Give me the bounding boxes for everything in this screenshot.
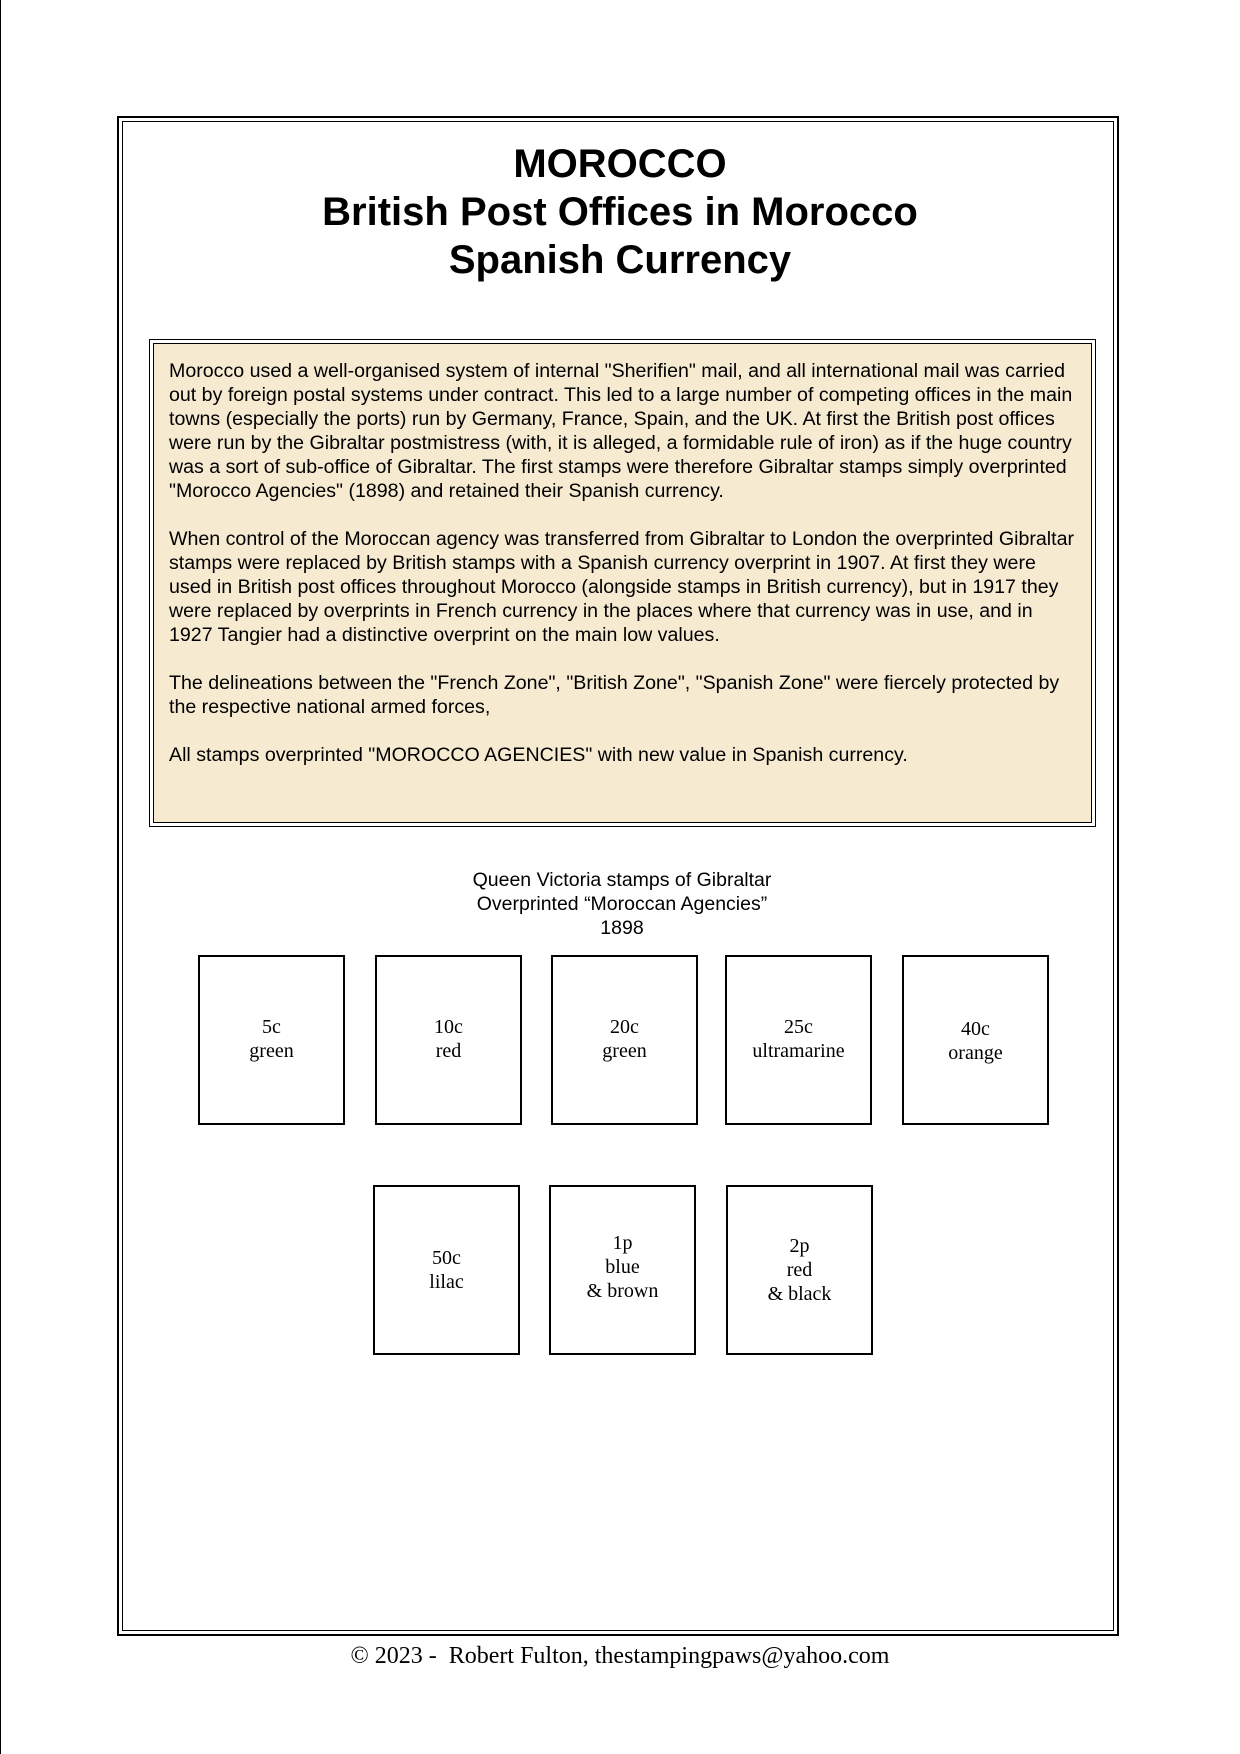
stamp-value: 25c — [784, 1016, 813, 1038]
page-edge — [0, 0, 1, 1754]
intro-paragraph-3: The delineations between the "French Zone", "British Zone", "Spanish Zone" were fiercely protected by the respective national armed forces, — [169, 672, 1060, 718]
stamp-color: orange — [948, 1042, 1003, 1064]
stamp-value: 40c — [961, 1018, 990, 1040]
intro-box — [153, 343, 1092, 823]
stamp-label — [200, 1015, 343, 1063]
stamp-label — [728, 1234, 871, 1306]
set-caption — [422, 868, 822, 940]
stamp-value: 2p — [789, 1235, 810, 1257]
stamp-box-40c — [902, 955, 1049, 1125]
stamp-label — [551, 1231, 694, 1303]
stamp-label — [904, 1017, 1047, 1065]
stamp-color: green — [602, 1040, 647, 1062]
footer-copyright: © 2023 - Robert Fulton, thestampingpaws@yahoo.com — [350, 1643, 890, 1669]
stamp-label — [727, 1015, 870, 1063]
stamp-color: red — [786, 1259, 813, 1281]
intro-paragraph-1: Morocco used a well-organised system of internal "Sherifien" mail, and all international mail was carried out by foreign postal systems under contract. This led to a large number of competing offices in the main towns (especially the ports) run by Germany, France, Spain, and the UK. At first the British post offices were run by the Gibraltar postmistress (with, it is alleged, a formidable rule of iron) as if the huge country was a sort of sub-office of Gibraltar. The first stamps were therefore Gibraltar stamps simply overprinted "Morocco Agencies" (1898) and retained their Spanish currency. — [169, 360, 1073, 502]
stamp-box-2p — [726, 1185, 873, 1355]
stamp-label — [553, 1015, 696, 1063]
stamp-color: ultramarine — [752, 1040, 845, 1062]
stamp-color-2: & black — [767, 1283, 832, 1305]
stamp-value: 1p — [612, 1232, 633, 1254]
stamp-color: red — [435, 1040, 462, 1062]
stamp-value: 50c — [432, 1247, 461, 1269]
stamp-box-25c — [725, 955, 872, 1125]
stamp-box-1p — [549, 1185, 696, 1355]
title-line-3: Spanish Currency — [448, 238, 792, 282]
page-title — [122, 140, 1118, 284]
title-line-2: British Post Offices in Morocco — [322, 190, 918, 234]
caption-line-2: Overprinted “Moroccan Agencies” — [476, 893, 768, 915]
stamp-label — [377, 1015, 520, 1063]
stamp-color-2: & brown — [586, 1280, 659, 1302]
stamp-color: blue — [605, 1256, 640, 1278]
stamp-box-10c — [375, 955, 522, 1125]
stamp-label — [375, 1246, 518, 1294]
stamp-box-5c — [198, 955, 345, 1125]
stamp-color: lilac — [429, 1271, 464, 1293]
title-line-1: MOROCCO — [513, 142, 727, 186]
stamp-value: 10c — [434, 1016, 463, 1038]
caption-line-1: Queen Victoria stamps of Gibraltar — [472, 869, 772, 891]
stamp-box-50c — [373, 1185, 520, 1355]
stamp-value: 20c — [610, 1016, 639, 1038]
stamp-value: 5c — [262, 1016, 281, 1038]
stamp-color: green — [249, 1040, 294, 1062]
intro-paragraph-4: All stamps overprinted "MOROCCO AGENCIES" with new value in Spanish currency. — [169, 744, 908, 766]
caption-line-3: 1898 — [600, 917, 644, 939]
stamp-box-20c — [551, 955, 698, 1125]
intro-paragraph-2: When control of the Moroccan agency was transferred from Gibraltar to London the overprinted Gibraltar stamps were replaced by British stamps with a Spanish currency overprint in 1907. At first they were used in British post offices throughout Morocco (alongside stamps in British currency), but in 1917 they were replaced by overprints in French currency in the places where that currency was in use, and in 1927 Tangier had a distinctive overprint on the main low values. — [169, 528, 1075, 646]
